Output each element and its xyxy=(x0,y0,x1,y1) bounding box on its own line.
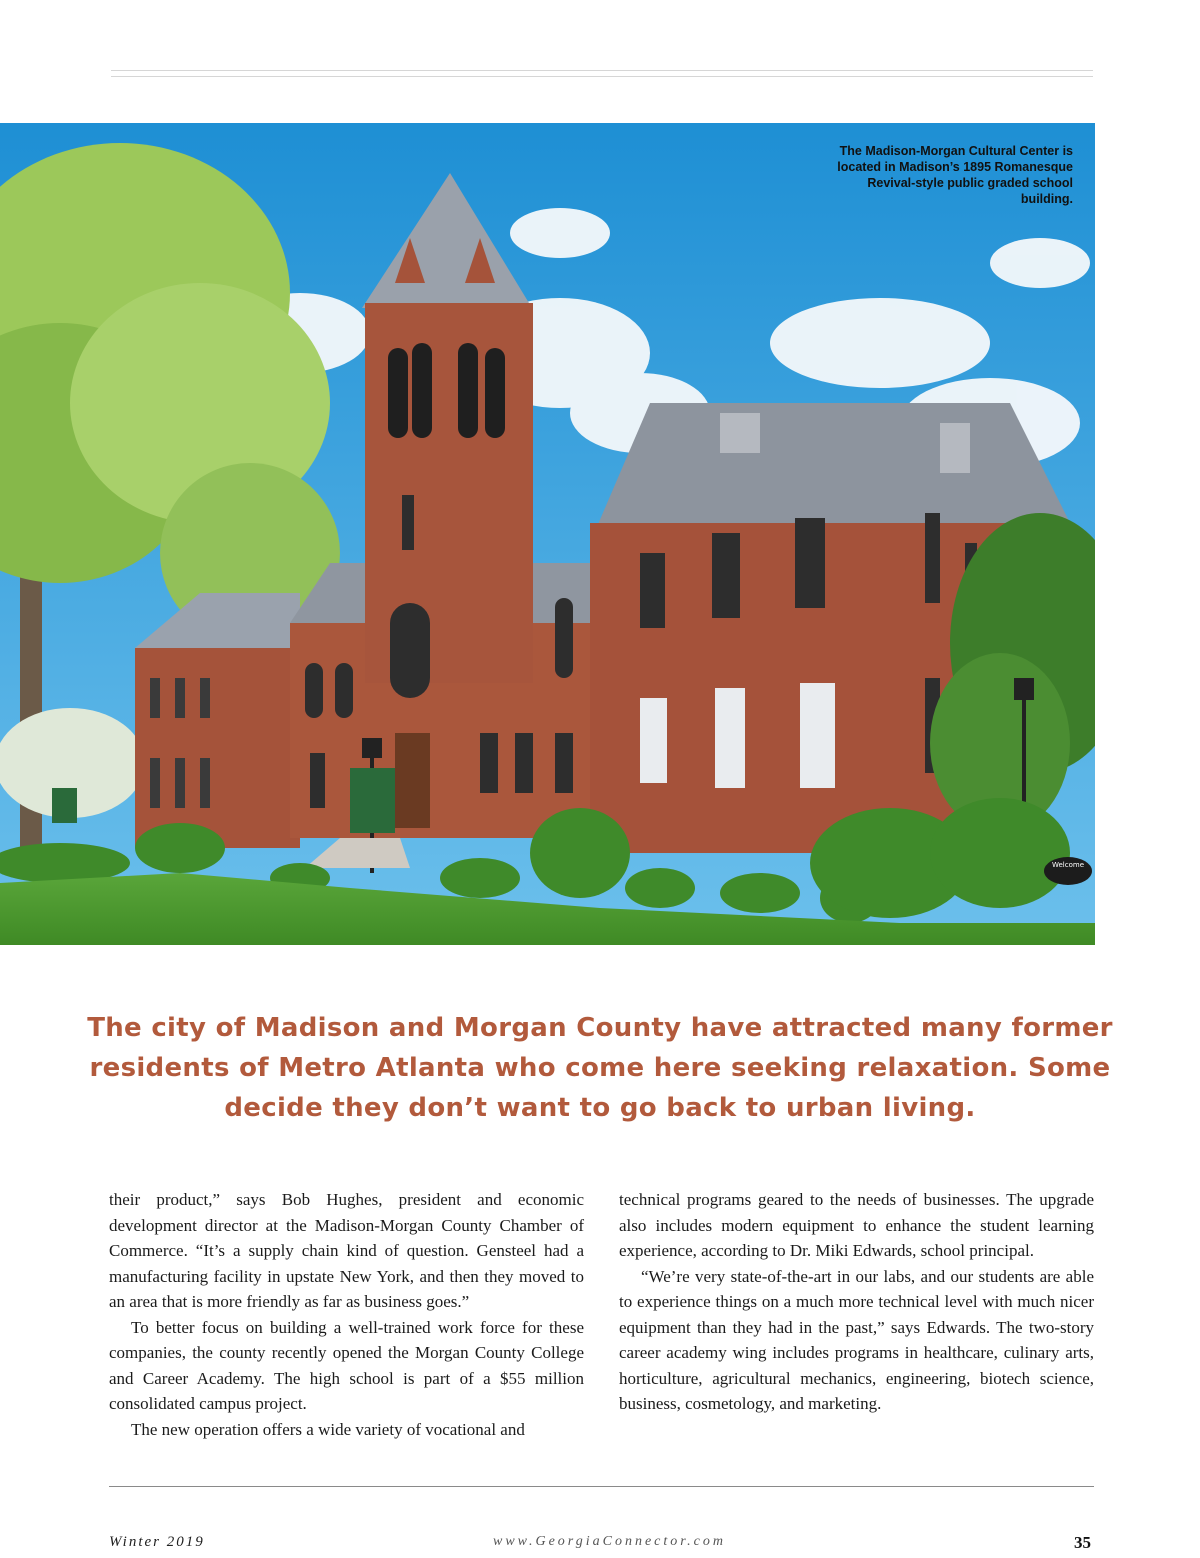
paragraph: their product,” says Bob Hughes, president and economic development director at the Madison-Morgan County Chamber of Commerce. “It’s a supply chain kind of question. Gensteel had a manufacturing facility in upstate New York, and then they moved to an area that is more friendly as far as business goes.” xyxy=(109,1190,584,1311)
photo-caption: The Madison-Morgan Cultural Center is located in Madison’s 1895 Romanesque Revival-style public graded school building. xyxy=(837,144,1073,206)
issue-label: Winter 2019 xyxy=(109,1534,205,1550)
pull-quote: The city of Madison and Morgan County have attracted many former residents of Metro Atlanta who come here seeking relaxation. Some decide they don’t want to go back to urban living. xyxy=(87,1013,1113,1123)
article-column-left xyxy=(109,1187,584,1442)
paragraph: technical programs geared to the needs of businesses. The upgrade also includes modern equipment to enhance the student learning experience, according to Dr. Miki Edwards, school principal. xyxy=(619,1190,1094,1260)
website-url[interactable]: www.GeorgiaConnector.com xyxy=(493,1534,726,1549)
page-number: 35 xyxy=(1074,1533,1091,1552)
paragraph: The new operation offers a wide variety of vocational and xyxy=(131,1419,525,1439)
welcome-sign-text: Welcome xyxy=(1051,861,1085,869)
paragraph: “We’re very state-of-the-art in our labs, and our students are able to experience things on a much more technical level with much nicer equipment than they had in the past,” says Edwards. The two-story career academy wing includes programs in healthcare, culinary arts, horticulture, agricultural mechanics, engineering, biotech science, business, cosmetology, and marketing. xyxy=(619,1266,1094,1413)
bottom-rule xyxy=(109,1486,1094,1487)
article-column-right xyxy=(619,1187,1094,1417)
top-rule xyxy=(111,70,1093,77)
welcome-sign xyxy=(1044,857,1092,885)
building-photo xyxy=(0,123,1095,945)
paragraph: To better focus on building a well-trained work force for these companies, the county recently opened the Morgan County College and Career Academy. The high school is part of a $55 million consolidated campus project. xyxy=(109,1317,584,1413)
building-left-wing xyxy=(135,593,300,848)
